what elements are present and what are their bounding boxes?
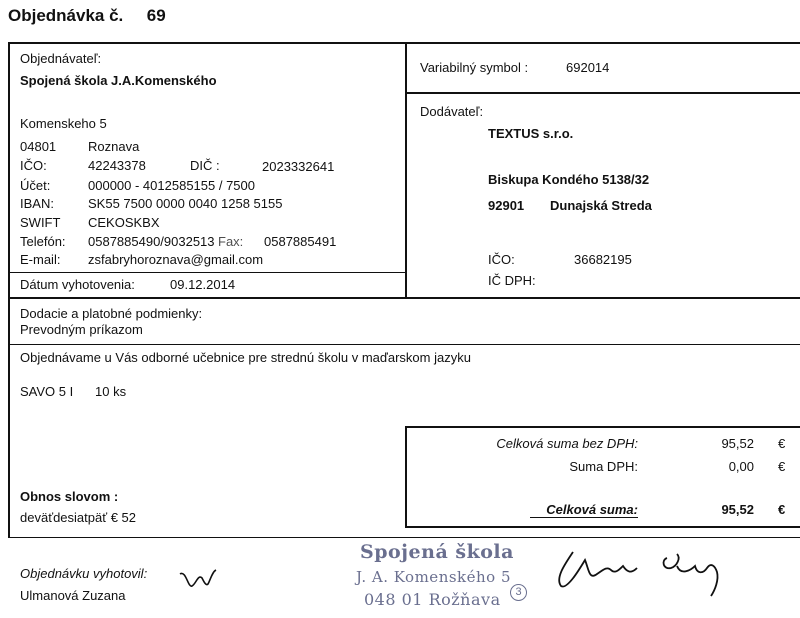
supplier-zip: 92901 <box>488 198 525 213</box>
supplier-name: TEXTUS s.r.o. <box>488 126 574 141</box>
buyer-phone-label: Telefón: <box>20 234 66 249</box>
buyer-fax: 0587885491 <box>264 234 337 249</box>
prepared-by-name: Ulmanová Zuzana <box>20 588 126 603</box>
buyer-phone: 0587885490/9032513 <box>88 234 215 249</box>
supplier-street: Biskupa Kondého 5138/32 <box>488 172 650 187</box>
order-text: Objednávame u Vás odborné učebnice pre strednú školu v maďarskom jazyku <box>20 350 471 365</box>
buyer-name: Spojená škola J.A.Komenského <box>20 73 217 88</box>
supplier-ico: 36682195 <box>574 252 632 267</box>
buyer-account: 000000 - 4012585155 / 7500 <box>88 178 255 193</box>
issue-date: 09.12.2014 <box>170 277 236 292</box>
title-prefix: Objednávka č. <box>8 6 124 25</box>
variable-symbol-label: Variabilný symbol : <box>420 60 529 75</box>
terms-label: Dodacie a platobné podmienky: <box>20 306 203 321</box>
currency-symbol: € <box>778 459 786 474</box>
terms-value: Prevodným príkazom <box>20 322 143 337</box>
buyer-zip: 04801 <box>20 139 57 154</box>
currency-symbol: € <box>778 436 786 451</box>
totals-left <box>405 426 407 528</box>
item-name: SAVO 5 I <box>20 384 74 399</box>
totals-top <box>405 426 800 428</box>
buyer-label: Objednávateľ: <box>20 51 102 66</box>
frame-left <box>8 42 10 538</box>
buyer-ico: 42243378 <box>88 158 146 173</box>
total-without-vat-label: Celková suma bez DPH: <box>496 436 638 451</box>
in-words-value: deväťdesiatpäť € 52 <box>20 510 137 525</box>
buyer-dic: 2023332641 <box>262 159 335 174</box>
variable-symbol: 692014 <box>566 60 610 75</box>
buyer-account-label: Účet: <box>20 178 51 193</box>
supplier-icdph-label: IČ DPH: <box>488 273 536 288</box>
supplier-ico-label: IČO: <box>488 252 515 267</box>
frame-top <box>8 42 800 44</box>
stamp-number: 3 <box>510 584 527 601</box>
vat-label: Suma DPH: <box>569 459 638 474</box>
order-text-top-line <box>8 344 800 345</box>
supplier-top-line <box>405 92 800 94</box>
signature <box>545 540 745 600</box>
in-words-label: Obnos slovom : <box>20 489 119 504</box>
buyer-street: Komenskeho 5 <box>20 116 107 131</box>
terms-top-line <box>8 297 800 299</box>
buyer-swift-label: SWIFT <box>20 215 61 230</box>
total-amount: 95,52 <box>721 502 754 517</box>
stamp-line3: 048 01 Rožňava <box>364 590 501 609</box>
buyer-ico-label: IČO: <box>20 158 47 173</box>
totals-bottom <box>405 526 800 528</box>
total-without-vat: 95,52 <box>721 436 754 451</box>
buyer-dic-label: DIČ : <box>190 158 220 173</box>
issue-date-label: Dátum vyhotovenia: <box>20 277 135 292</box>
order-number: 69 <box>146 6 166 25</box>
document-title <box>8 6 166 26</box>
frame-middle <box>405 42 407 298</box>
currency-symbol: € <box>778 502 786 517</box>
buyer-fax-label: Fax: <box>218 234 244 249</box>
date-separator <box>10 272 405 273</box>
buyer-city: Roznava <box>88 139 140 154</box>
item-qty: 10 ks <box>95 384 127 399</box>
buyer-email-label: E-mail: <box>20 252 61 267</box>
preparer-signature <box>176 564 226 594</box>
stamp-line1: Spojená škola <box>360 541 514 563</box>
supplier-label: Dodávateľ: <box>420 104 484 119</box>
vat-amount: 0,00 <box>728 459 754 474</box>
total-label-underline <box>530 517 638 518</box>
buyer-swift: CEKOSKBX <box>88 215 160 230</box>
stamp-line2: J. A. Komenského 5 <box>356 568 512 586</box>
supplier-city: Dunajská Streda <box>550 198 652 213</box>
frame-bottom <box>8 537 800 538</box>
buyer-email: zsfabryhoroznava@gmail.com <box>88 252 264 267</box>
total-label: Celková suma: <box>546 502 638 517</box>
buyer-iban: SK55 7500 0000 0040 1258 5155 <box>88 196 283 211</box>
prepared-by-label: Objednávku vyhotovil: <box>20 566 148 581</box>
buyer-iban-label: IBAN: <box>20 196 54 211</box>
